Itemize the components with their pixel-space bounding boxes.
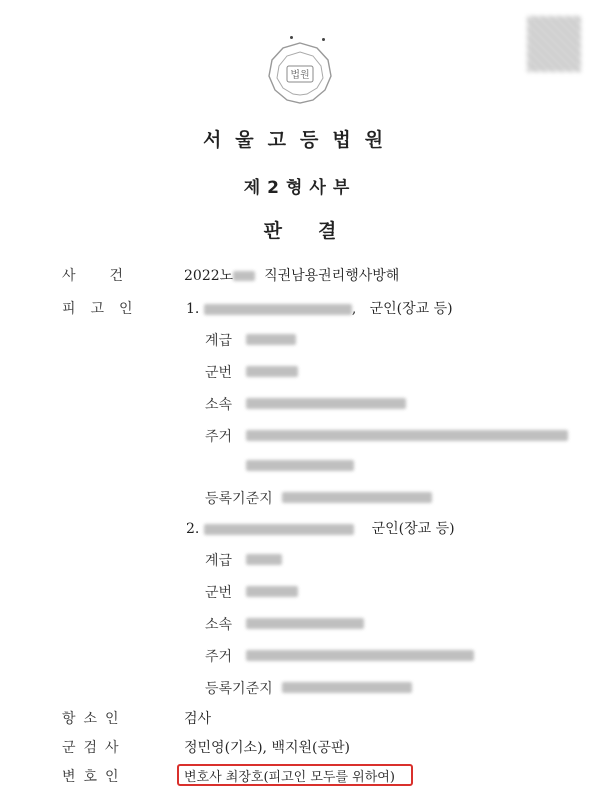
redacted-text (204, 304, 352, 315)
court-emblem-icon (265, 40, 335, 106)
redacted-text (246, 366, 298, 377)
document-type: 판결 (263, 220, 373, 242)
defendant-status: 군인(장교 등) (371, 521, 455, 537)
service-number-label: 군번 (205, 585, 233, 601)
redacted-text (246, 430, 568, 441)
unit-label: 소속 (205, 617, 233, 633)
emblem-text: 법원 (290, 70, 310, 81)
address-label: 주거 (205, 649, 233, 665)
redacted-text (204, 524, 354, 535)
defendants-label: 피고인 (62, 301, 148, 317)
defendant-status: 군인(장교 등) (369, 301, 453, 317)
decorative-dot (290, 36, 293, 39)
case-number-text: 2022노 (184, 268, 234, 284)
unit-label: 소속 (205, 397, 233, 413)
redacted-text (246, 586, 298, 597)
counsel-label: 변호인 (62, 769, 127, 785)
redacted-text (246, 618, 364, 629)
redacted-text (246, 460, 354, 471)
redacted-text (246, 650, 474, 661)
redacted-text (282, 682, 412, 693)
defendant-number: 2. (186, 521, 200, 537)
defendant-number: 1. (186, 301, 200, 317)
case-number (184, 265, 399, 285)
redacted-text (246, 334, 296, 345)
defendant-1-header: 1. , 군인(장교 등) (186, 301, 453, 317)
counsel-value: 변호사 최장호(피고인 모두를 위하여) (184, 770, 395, 785)
redacted-text (246, 554, 282, 565)
court-name: 서울고등법원 (202, 129, 398, 151)
highlight-box (177, 764, 413, 786)
case-label: 사건 (62, 268, 158, 284)
prosecutor-label: 군검사 (62, 740, 127, 756)
rank-label: 계급 (205, 553, 233, 569)
division-name: 제2형사부 (243, 178, 357, 198)
case-charge: 직권남용권리행사방해 (264, 268, 400, 284)
redacted-text (246, 398, 406, 409)
prosecutor-value: 정민영(기소), 백지원(공판) (184, 740, 350, 756)
service-number-label: 군번 (205, 365, 233, 381)
registry-label: 등록기준지 (205, 491, 273, 507)
qr-code-blurred (527, 16, 581, 72)
address-label: 주거 (205, 429, 233, 445)
redacted-text (282, 492, 432, 503)
rank-label: 계급 (205, 333, 233, 349)
registry-label: 등록기준지 (205, 681, 273, 697)
defendant-2-header (186, 518, 455, 538)
appellant-value: 검사 (184, 711, 212, 727)
redacted-text (233, 271, 255, 281)
appellant-label: 항소인 (62, 711, 127, 727)
